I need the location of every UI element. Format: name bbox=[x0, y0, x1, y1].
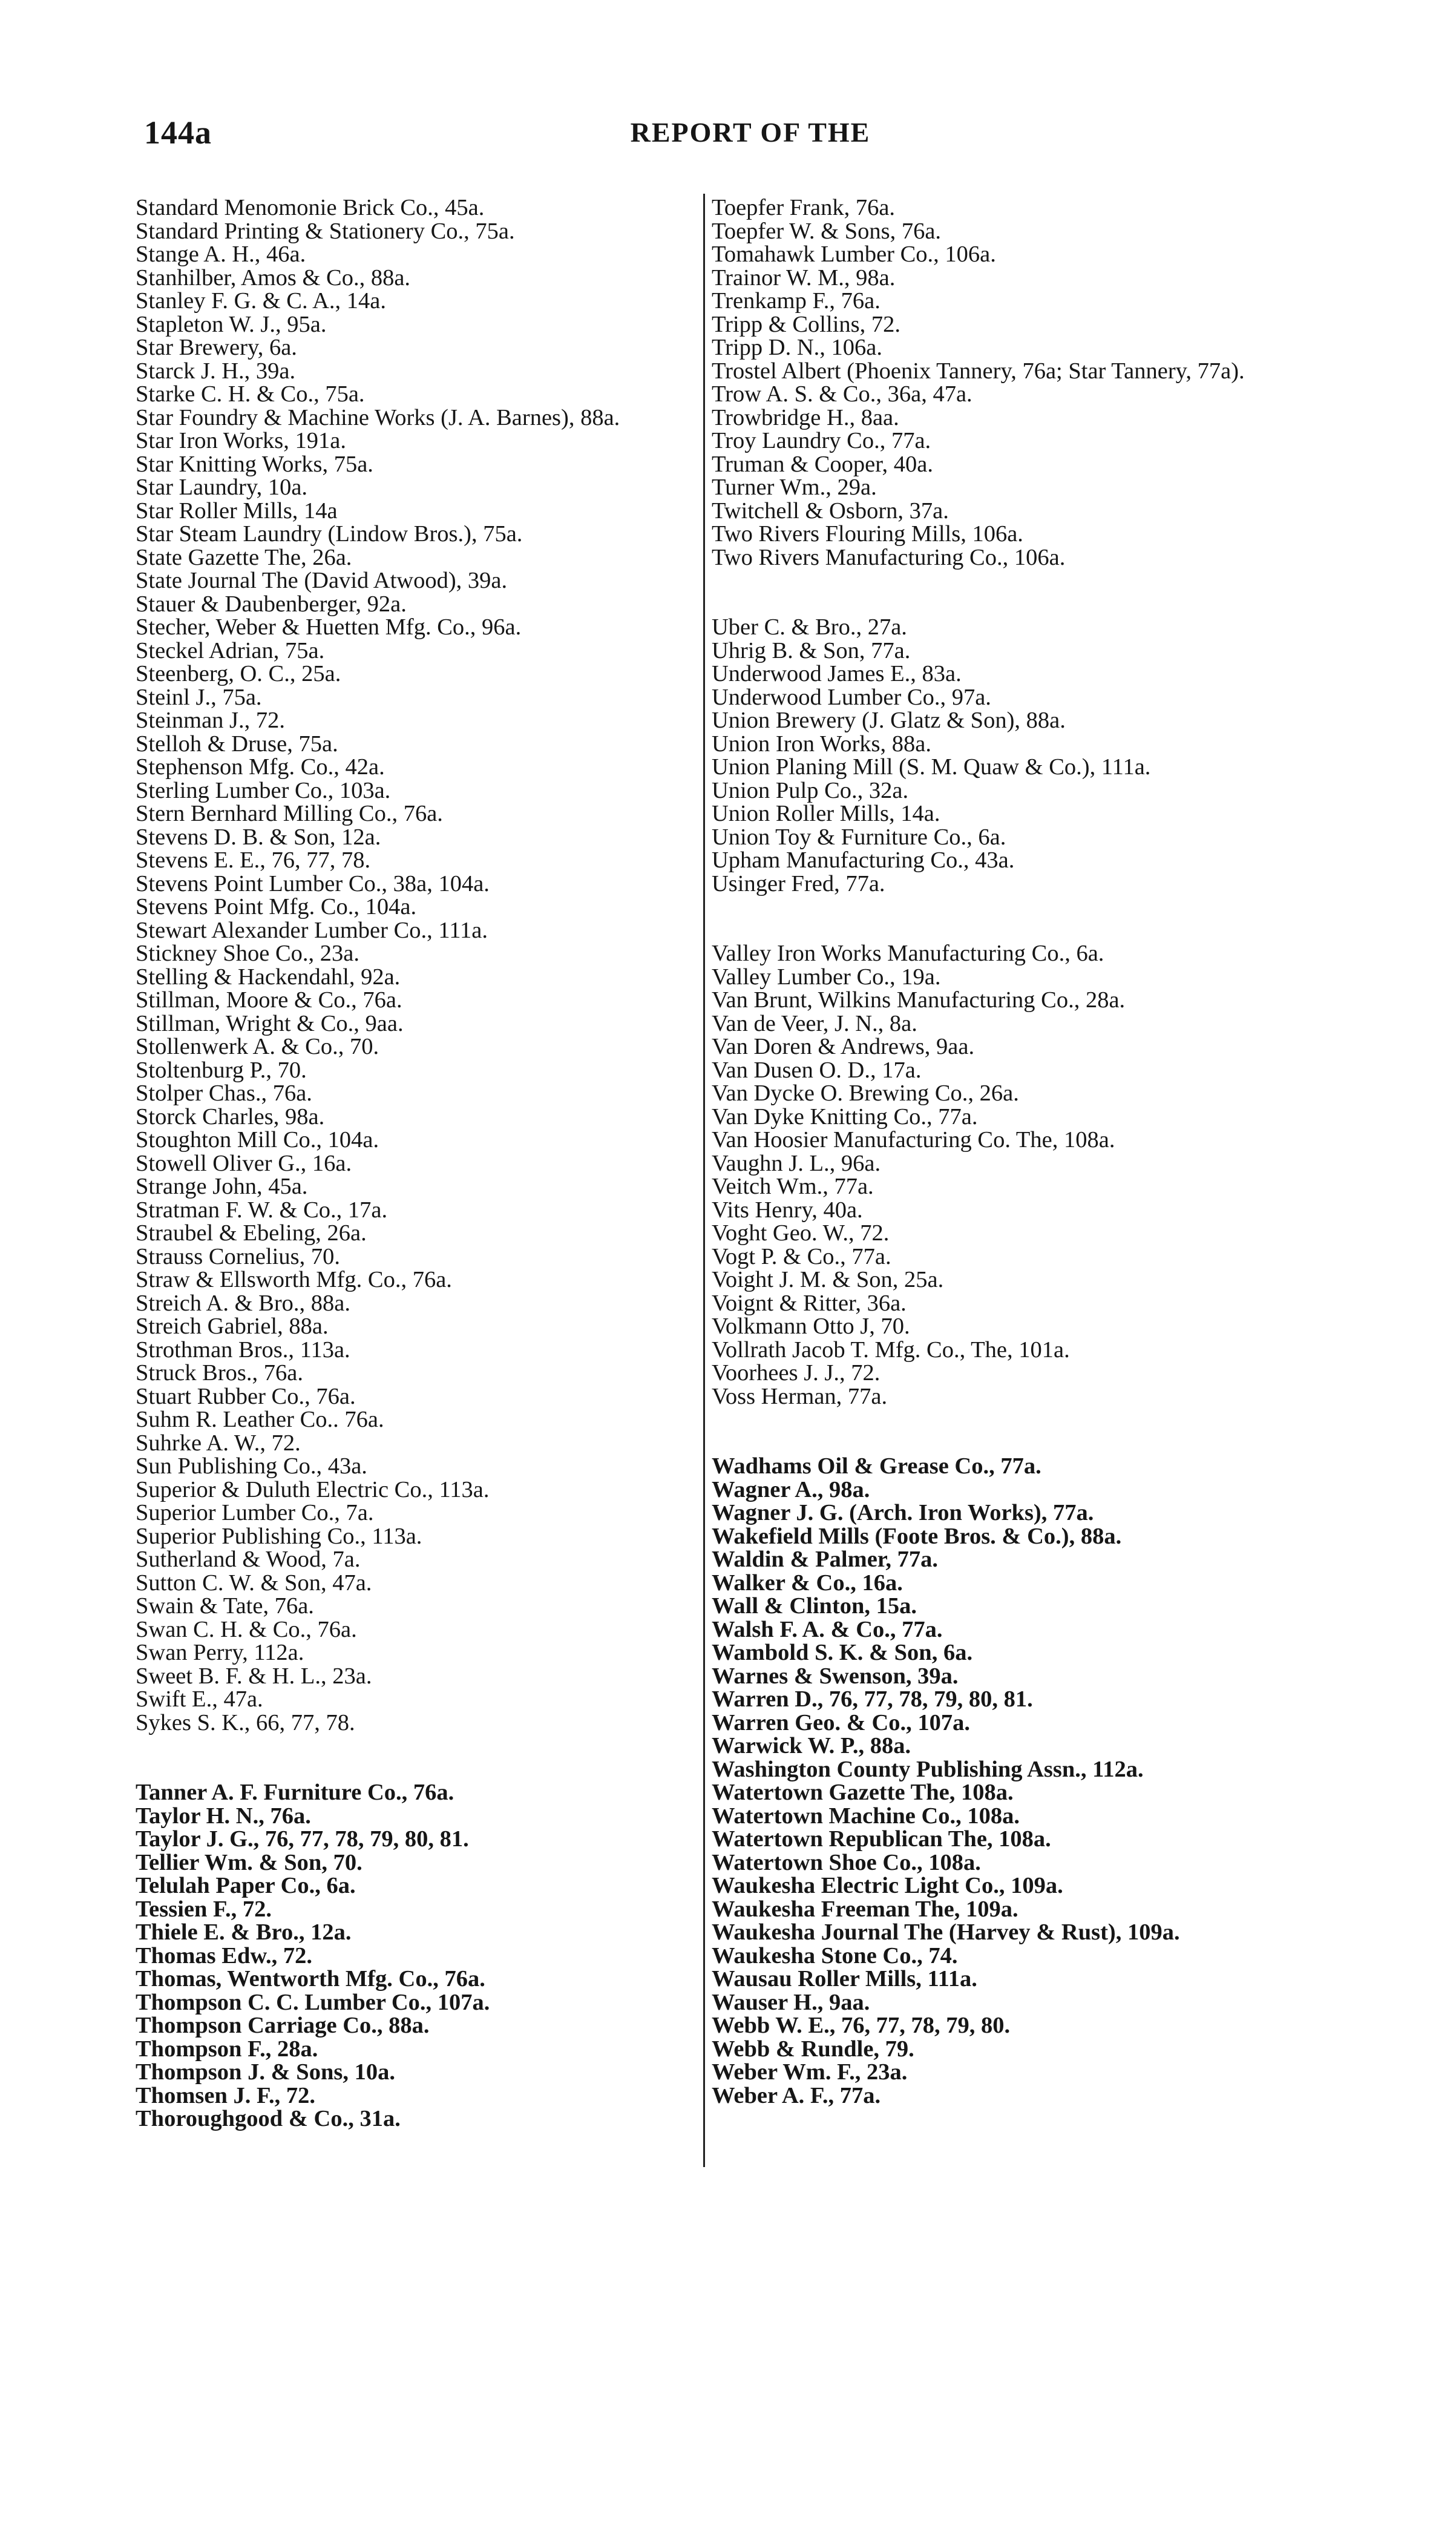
index-entry: Stickney Shoe Co., 23a. bbox=[136, 941, 359, 966]
index-entry: Waldin & Palmer, 77a. bbox=[712, 1547, 938, 1572]
index-entry: Union Planing Mill (S. M. Quaw & Co.), 111a. bbox=[712, 754, 1151, 780]
index-entry: Thiele E. & Bro., 12a. bbox=[136, 1919, 352, 1945]
index-entry: Steinl J., 75a. bbox=[136, 684, 262, 710]
index-entry: Steinman J., 72. bbox=[136, 708, 286, 733]
index-entry: Voght Geo. W., 72. bbox=[712, 1220, 890, 1246]
index-entry: Wagner A., 98a. bbox=[712, 1476, 870, 1502]
index-entry: Sterling Lumber Co., 103a. bbox=[136, 777, 391, 803]
index-entry: Uber C. & Bro., 27a. bbox=[712, 614, 907, 640]
right-column bbox=[712, 196, 1311, 2107]
index-entry: Watertown Republican The, 108a. bbox=[712, 1826, 1051, 1852]
index-entry: Voss Herman, 77a. bbox=[712, 1383, 888, 1409]
index-entry: Tanner A. F. Furniture Co., 76a. bbox=[136, 1780, 454, 1805]
index-entry: Telulah Paper Co., 6a. bbox=[136, 1873, 356, 1898]
index-entry: Stollenwerk A. & Co., 70. bbox=[136, 1034, 379, 1059]
index-entry: Star Roller Mills, 14a bbox=[136, 498, 338, 524]
index-entry: Union Pulp Co., 32a. bbox=[712, 777, 909, 803]
index-entry: Tripp & Collins, 72. bbox=[712, 311, 901, 337]
index-entry: Underwood Lumber Co., 97a. bbox=[712, 684, 991, 710]
index-entry: Sun Publishing Co., 43a. bbox=[136, 1453, 367, 1479]
column-divider bbox=[703, 194, 705, 2167]
index-entry: Starck J. H., 39a. bbox=[136, 358, 296, 384]
index-entry: Watertown Machine Co., 108a. bbox=[712, 1803, 1020, 1829]
index-entry: Walsh F. A. & Co., 77a. bbox=[712, 1616, 943, 1642]
index-entry: Veitch Wm., 77a. bbox=[712, 1174, 874, 1199]
index-entry: Star Brewery, 6a. bbox=[136, 335, 297, 360]
index-entry: Thoroughgood & Co., 31a. bbox=[136, 2106, 401, 2131]
index-entry: Star Knitting Works, 75a. bbox=[136, 451, 373, 477]
index-entry: Wambold S. K. & Son, 6a. bbox=[712, 1640, 973, 1665]
index-entry: Stelling & Hackendahl, 92a. bbox=[136, 964, 401, 990]
index-entry: Vits Henry, 40a. bbox=[712, 1197, 863, 1223]
index-entry: Van Brunt, Wilkins Manufacturing Co., 28a. bbox=[712, 987, 1126, 1013]
index-entry: Vogt P. & Co., 77a. bbox=[712, 1243, 891, 1269]
index-entry: Standard Menomonie Brick Co., 45a. bbox=[136, 195, 485, 220]
index-group-u bbox=[712, 616, 1311, 895]
index-entry: Vollrath Jacob T. Mfg. Co., The, 101a. bbox=[712, 1337, 1070, 1363]
index-entry: Tripp D. N., 106a. bbox=[712, 335, 883, 360]
index-entry: Turner Wm., 29a. bbox=[712, 475, 877, 500]
index-entry: Toepfer Frank, 76a. bbox=[712, 195, 896, 220]
index-entry: Stoughton Mill Co., 104a. bbox=[136, 1127, 379, 1153]
index-entry: Sweet B. F. & H. L., 23a. bbox=[136, 1663, 372, 1689]
index-entry: Voignt & Ritter, 36a. bbox=[712, 1290, 907, 1316]
index-entry: Union Roller Mills, 14a. bbox=[712, 801, 940, 826]
index-entry: Thomas Edw., 72. bbox=[136, 1942, 313, 1969]
index-entry: Stolper Chas., 76a. bbox=[136, 1081, 312, 1106]
index-entry: Two Rivers Manufacturing Co., 106a. bbox=[712, 544, 1066, 570]
index-entry: Underwood James E., 83a. bbox=[712, 661, 962, 686]
index-entry: Swan Perry, 112a. bbox=[136, 1640, 304, 1665]
index-entry: Uhrig B. & Son, 77a. bbox=[712, 637, 911, 663]
index-entry: Valley Iron Works Manufacturing Co., 6a. bbox=[712, 941, 1104, 966]
index-entry: Vaughn J. L., 96a. bbox=[712, 1150, 881, 1176]
index-entry: Stanhilber, Amos & Co., 88a. bbox=[136, 265, 411, 291]
index-entry: Swift E., 47a. bbox=[136, 1686, 263, 1712]
index-entry: Stillman, Wright & Co., 9aa. bbox=[136, 1010, 404, 1036]
index-entry: Stillman, Moore & Co., 76a. bbox=[136, 987, 402, 1013]
index-entry: Suhrke A. W., 72. bbox=[136, 1430, 301, 1456]
index-entry: Van Doren & Andrews, 9aa. bbox=[712, 1034, 975, 1059]
index-entry: Troy Laundry Co., 77a. bbox=[712, 428, 931, 453]
index-group-w bbox=[712, 1455, 1311, 2107]
index-entry: Star Laundry, 10a. bbox=[136, 475, 308, 500]
index-entry: Stange A. H., 46a. bbox=[136, 242, 306, 267]
index-entry: Stern Bernhard Milling Co., 76a. bbox=[136, 801, 443, 826]
index-entry: State Journal The (David Atwood), 39a. bbox=[136, 568, 508, 593]
index-entry: Stecher, Weber & Huetten Mfg. Co., 96a. bbox=[136, 614, 522, 640]
index-entry: Trenkamp F., 76a. bbox=[712, 288, 880, 314]
index-entry: Walker & Co., 16a. bbox=[712, 1570, 903, 1596]
index-entry: Tessien F., 72. bbox=[136, 1896, 272, 1922]
index-entry: Warnes & Swenson, 39a. bbox=[712, 1663, 959, 1689]
index-entry: Wagner J. G. (Arch. Iron Works), 77a. bbox=[712, 1500, 1094, 1525]
index-entry: State Gazette The, 26a. bbox=[136, 544, 352, 570]
index-entry: Union Toy & Furniture Co., 6a. bbox=[712, 824, 1006, 850]
index-group-t-cont bbox=[712, 196, 1311, 569]
index-entry: Union Iron Works, 88a. bbox=[712, 731, 931, 757]
index-entry: Watertown Gazette The, 108a. bbox=[712, 1780, 1014, 1805]
index-entry: Suhm R. Leather Co.. 76a. bbox=[136, 1407, 384, 1432]
index-entry: Watertown Shoe Co., 108a. bbox=[712, 1849, 981, 1875]
index-group-t bbox=[136, 1781, 704, 2131]
index-entry: Superior Publishing Co., 113a. bbox=[136, 1523, 422, 1549]
index-entry: Warren D., 76, 77, 78, 79, 80, 81. bbox=[712, 1686, 1033, 1712]
index-entry: Streich Gabriel, 88a. bbox=[136, 1314, 329, 1339]
index-entry: Swan C. H. & Co., 76a. bbox=[136, 1616, 357, 1642]
index-entry: Sutton C. W. & Son, 47a. bbox=[136, 1570, 372, 1596]
index-entry: Stowell Oliver G., 16a. bbox=[136, 1150, 352, 1176]
index-entry: Thompson C. C. Lumber Co., 107a. bbox=[136, 1989, 490, 2015]
index-entry: Stevens E. E., 76, 77, 78. bbox=[136, 847, 371, 873]
index-entry: Starke C. H. & Co., 75a. bbox=[136, 381, 365, 407]
index-group-v bbox=[712, 942, 1311, 1408]
index-entry: Thompson F., 28a. bbox=[136, 2036, 318, 2062]
index-entry: Wall & Clinton, 15a. bbox=[712, 1593, 917, 1619]
index-entry: Volkmann Otto J, 70. bbox=[712, 1314, 910, 1339]
index-entry: Sutherland & Wood, 7a. bbox=[136, 1547, 361, 1572]
index-entry: Van Dyke Knitting Co., 77a. bbox=[712, 1104, 978, 1130]
index-entry: Stuart Rubber Co., 76a. bbox=[136, 1383, 356, 1409]
index-entry: Star Steam Laundry (Lindow Bros.), 75a. bbox=[136, 521, 523, 547]
index-entry: Trostel Albert (Phoenix Tannery, 76a; Star Tannery, 77a). bbox=[712, 358, 1245, 384]
index-entry: Stewart Alexander Lumber Co., 111a. bbox=[136, 917, 488, 943]
index-entry: Taylor J. G., 76, 77, 78, 79, 80, 81. bbox=[136, 1826, 469, 1852]
index-entry: Twitchell & Osborn, 37a. bbox=[712, 498, 949, 524]
index-entry: Thompson J. & Sons, 10a. bbox=[136, 2059, 395, 2085]
index-entry: Two Rivers Flouring Mills, 106a. bbox=[712, 521, 1023, 547]
index-entry: Usinger Fred, 77a. bbox=[712, 870, 885, 896]
index-entry: Waukesha Freeman The, 109a. bbox=[712, 1896, 1018, 1922]
index-entry: Tellier Wm. & Son, 70. bbox=[136, 1849, 362, 1875]
index-entry: Stephenson Mfg. Co., 42a. bbox=[136, 754, 385, 780]
index-entry: Star Iron Works, 191a. bbox=[136, 428, 346, 453]
index-entry: Taylor H. N., 76a. bbox=[136, 1803, 311, 1829]
running-head: REPORT OF THE bbox=[630, 117, 871, 148]
index-entry: Trowbridge H., 8aa. bbox=[712, 404, 899, 430]
index-entry: Webb W. E., 76, 77, 78, 79, 80. bbox=[712, 2013, 1011, 2038]
index-entry: Superior & Duluth Electric Co., 113a. bbox=[136, 1476, 490, 1502]
index-entry: Waukesha Stone Co., 74. bbox=[712, 1942, 958, 1969]
index-entry: Stapleton W. J., 95a. bbox=[136, 311, 327, 337]
index-entry: Voight J. M. & Son, 25a. bbox=[712, 1267, 944, 1292]
index-entry: Stevens D. B. & Son, 12a. bbox=[136, 824, 381, 850]
index-entry: Steckel Adrian, 75a. bbox=[136, 637, 325, 663]
index-entry: Straw & Ellsworth Mfg. Co., 76a. bbox=[136, 1267, 452, 1292]
index-entry: Stratman F. W. & Co., 17a. bbox=[136, 1197, 388, 1223]
index-entry: Weber A. F., 77a. bbox=[712, 2082, 881, 2108]
index-entry: Valley Lumber Co., 19a. bbox=[712, 964, 941, 990]
index-entry: Stauer & Daubenberger, 92a. bbox=[136, 591, 407, 617]
index-entry: Strothman Bros., 113a. bbox=[136, 1337, 350, 1363]
index-entry: Upham Manufacturing Co., 43a. bbox=[712, 847, 1015, 873]
index-group-s bbox=[136, 196, 704, 1734]
index-entry: Stoltenburg P., 70. bbox=[136, 1057, 307, 1083]
index-entry: Wadhams Oil & Grease Co., 77a. bbox=[712, 1453, 1041, 1479]
page-number: 144a bbox=[144, 114, 212, 151]
index-entry: Wakefield Mills (Foote Bros. & Co.), 88a. bbox=[712, 1523, 1122, 1549]
index-entry: Standard Printing & Stationery Co., 75a. bbox=[136, 218, 515, 244]
index-entry: Storck Charles, 98a. bbox=[136, 1104, 325, 1130]
index-entry: Union Brewery (J. Glatz & Son), 88a. bbox=[712, 708, 1066, 733]
index-entry: Trow A. S. & Co., 36a, 47a. bbox=[712, 381, 972, 407]
index-entry: Van Dusen O. D., 17a. bbox=[712, 1057, 922, 1083]
index-entry: Strauss Cornelius, 70. bbox=[136, 1243, 340, 1269]
index-entry: Weber Wm. F., 23a. bbox=[712, 2059, 908, 2085]
index-entry: Warwick W. P., 88a. bbox=[712, 1733, 911, 1758]
index-entry: Van de Veer, J. N., 8a. bbox=[712, 1010, 917, 1036]
index-entry: Straubel & Ebeling, 26a. bbox=[136, 1220, 367, 1246]
index-entry: Stevens Point Lumber Co., 38a, 104a. bbox=[136, 870, 490, 896]
index-entry: Washington County Publishing Assn., 112a. bbox=[712, 1756, 1144, 1782]
index-entry: Stevens Point Mfg. Co., 104a. bbox=[136, 894, 417, 919]
index-entry: Sykes S. K., 66, 77, 78. bbox=[136, 1709, 355, 1735]
index-entry: Superior Lumber Co., 7a. bbox=[136, 1500, 374, 1525]
index-entry: Steenberg, O. C., 25a. bbox=[136, 661, 341, 686]
index-entry: Tomahawk Lumber Co., 106a. bbox=[712, 242, 996, 267]
index-entry: Wausau Roller Mills, 111a. bbox=[712, 1966, 977, 1992]
index-entry: Swain & Tate, 76a. bbox=[136, 1593, 314, 1619]
index-entry: Strange John, 45a. bbox=[136, 1174, 308, 1199]
index-entry: Warren Geo. & Co., 107a. bbox=[712, 1709, 971, 1735]
index-entry: Trainor W. M., 98a. bbox=[712, 265, 896, 291]
index-entry: Struck Bros., 76a. bbox=[136, 1360, 303, 1386]
index-entry: Wauser H., 9aa. bbox=[712, 1989, 870, 2015]
index-entry: Thomas, Wentworth Mfg. Co., 76a. bbox=[136, 1966, 485, 1992]
index-entry: Voorhees J. J., 72. bbox=[712, 1360, 880, 1386]
index-entry: Star Foundry & Machine Works (J. A. Barnes), 88a. bbox=[136, 404, 620, 430]
index-entry: Truman & Cooper, 40a. bbox=[712, 451, 933, 477]
index-entry: Waukesha Electric Light Co., 109a. bbox=[712, 1873, 1063, 1898]
index-entry: Van Dycke O. Brewing Co., 26a. bbox=[712, 1081, 1019, 1106]
index-entry: Streich A. & Bro., 88a. bbox=[136, 1290, 351, 1316]
index-entry: Stelloh & Druse, 75a. bbox=[136, 731, 338, 757]
index-entry: Waukesha Journal The (Harvey & Rust), 109a. bbox=[712, 1919, 1180, 1945]
index-entry: Toepfer W. & Sons, 76a. bbox=[712, 218, 942, 244]
index-entry: Stanley F. G. & C. A., 14a. bbox=[136, 288, 387, 314]
index-entry: Webb & Rundle, 79. bbox=[712, 2036, 914, 2062]
index-entry: Van Hoosier Manufacturing Co. The, 108a. bbox=[712, 1127, 1115, 1153]
index-entry: Thomsen J. F., 72. bbox=[136, 2082, 316, 2108]
left-column bbox=[136, 196, 704, 2131]
index-entry: Thompson Carriage Co., 88a. bbox=[136, 2013, 430, 2038]
